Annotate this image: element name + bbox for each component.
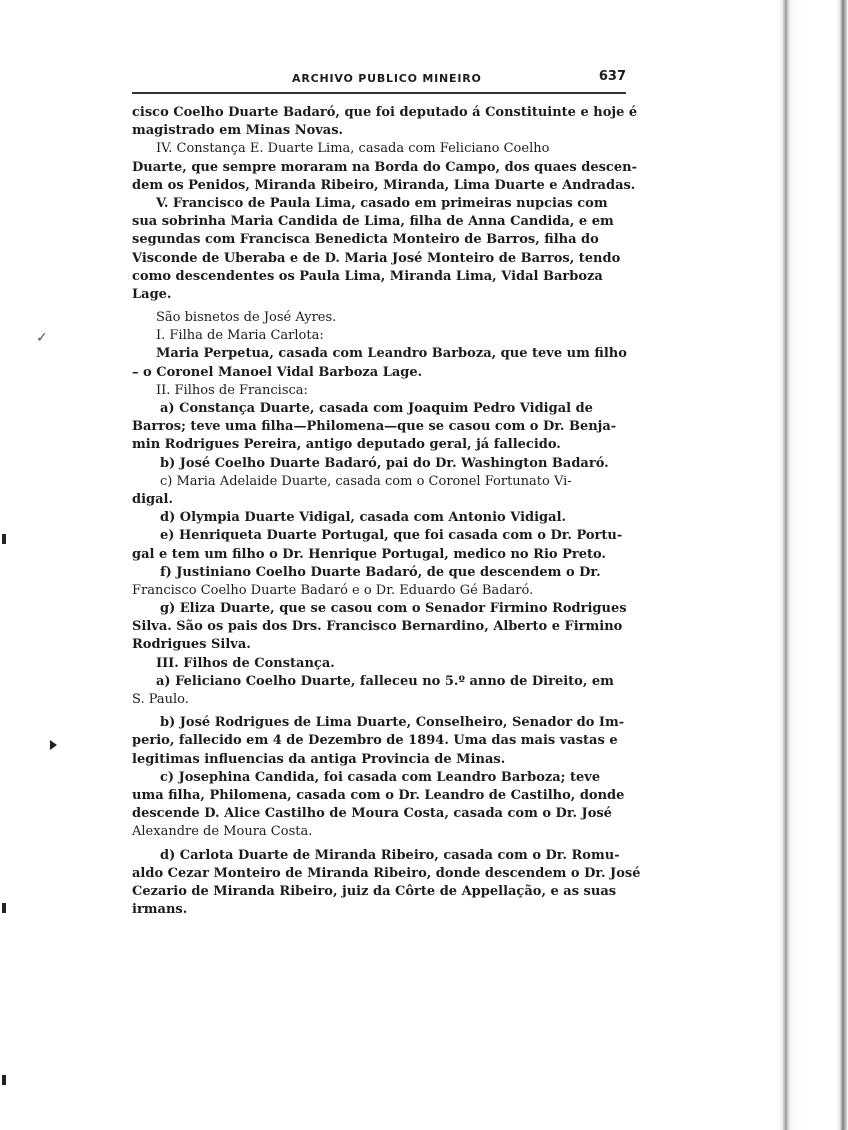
text-line: segundas com Francisca Benedicta Monteiro de Barros, filha do	[132, 232, 599, 248]
text-line: IV. Constança E. Duarte Lima, casada com Feliciano Coelho	[156, 141, 550, 157]
text-line: aldo Cezar Monteiro de Miranda Ribeiro, donde descendem o Dr. José	[132, 865, 641, 881]
text-line: Silva. São os pais dos Drs. Francisco Bernardino, Alberto e Firmino	[132, 619, 623, 635]
text-line: legitimas influencias da antiga Provincia de Minas.	[132, 751, 506, 767]
text-line: Maria Perpetua, casada com Leandro Barboza, que teve um filho	[156, 346, 627, 362]
text-line: S. Paulo.	[132, 692, 189, 707]
text-line: f) Justiniano Coelho Duarte Badaró, de que descendem o Dr.	[160, 564, 601, 580]
text-line: V. Francisco de Paula Lima, casado em primeiras nupcias com	[156, 195, 608, 211]
text-line: Rodrigues Silva.	[132, 637, 251, 653]
text-line: magistrado em Minas Novas.	[132, 123, 344, 139]
text-line: digal.	[132, 491, 174, 507]
text-line: São bisnetos de José Ayres.	[156, 310, 337, 326]
margin-arrow-icon	[50, 740, 57, 750]
page-header	[132, 64, 626, 92]
text-line: como descendentes os Paula Lima, Miranda Lima, Vidal Barboza	[132, 268, 603, 284]
text-line: c) Maria Adelaide Duarte, casada com o Coronel Fortunato Vi-	[160, 473, 572, 489]
text-line: uma filha, Philomena, casada com o Dr. Leandro de Castilho, donde	[132, 787, 625, 803]
text-line: sua sobrinha Maria Candida de Lima, filha de Anna Candida, e em	[132, 214, 614, 230]
text-line: e) Henriqueta Duarte Portugal, que foi casada com o Dr. Portu-	[160, 528, 623, 544]
text-line: Alexandre de Moura Costa.	[132, 824, 313, 840]
text-line: g) Eliza Duarte, que se casou com o Senador Firmino Rodrigues	[160, 601, 627, 617]
body-text	[132, 104, 641, 919]
text-line: descende D. Alice Castilho de Moura Costa, casada com o Dr. José	[132, 806, 612, 822]
margin-mark	[2, 1075, 6, 1085]
text-line: b) José Coelho Duarte Badaró, pai do Dr. Washington Badaró.	[160, 455, 609, 471]
book-spine-shadow	[776, 0, 848, 1130]
text-line: perio, fallecido em 4 de Dezembro de 1894. Uma das mais vastas e	[132, 733, 618, 749]
text-line: a) Feliciano Coelho Duarte, falleceu no 5.º anno de Direito, em	[156, 673, 614, 689]
text-line: c) Josephina Candida, foi casada com Leandro Barboza; teve	[160, 769, 601, 785]
running-head: ARCHIVO PUBLICO MINEIRO	[292, 72, 482, 85]
text-line: III. Filhos de Constança.	[156, 655, 335, 671]
text-line: Barros; teve uma filha—Philomena—que se casou com o Dr. Benja-	[132, 419, 617, 435]
text-line: Francisco Coelho Duarte Badaró e o Dr. Eduardo Gé Badaró.	[132, 582, 534, 598]
text-line: min Rodrigues Pereira, antigo deputado geral, já fallecido.	[132, 437, 561, 453]
text-line: a) Constança Duarte, casada com Joaquim Pedro Vidigal de	[160, 401, 593, 416]
text-line: II. Filhos de Francisca:	[156, 382, 308, 398]
text-line: – o Coronel Manoel Vidal Barboza Lage.	[132, 364, 423, 380]
text-line: gal e tem um filho o Dr. Henrique Portugal, medico no Rio Preto.	[132, 546, 606, 562]
text-line: I. Filha de Maria Carlota:	[156, 328, 324, 344]
text-line: cisco Coelho Duarte Badaró, que foi deputado á Constituinte e hoje é	[132, 105, 638, 120]
header-rule	[132, 92, 626, 94]
text-line: Cezario de Miranda Ribeiro, juiz da Côrte de Appellação, e as suas	[132, 883, 617, 899]
margin-mark	[2, 903, 6, 913]
text-line: Duarte, que sempre moraram na Borda do Campo, dos quaes descen-	[132, 159, 637, 175]
page-number: 637	[598, 69, 626, 84]
text-line: Visconde de Uberaba e de D. Maria José Monteiro de Barros, tendo	[132, 250, 621, 266]
text-line: Lage.	[132, 286, 172, 302]
text-line: dem os Penidos, Miranda Ribeiro, Miranda, Lima Duarte e Andradas.	[132, 177, 636, 193]
text-line: irmans.	[132, 902, 188, 918]
text-line: b) José Rodrigues de Lima Duarte, Conselheiro, Senador do Im-	[160, 715, 625, 731]
margin-mark	[2, 534, 6, 544]
text-line: d) Carlota Duarte de Miranda Ribeiro, casada com o Dr. Romu-	[160, 847, 620, 863]
pencil-tick-mark: ✓	[36, 330, 48, 346]
text-line: d) Olympia Duarte Vidigal, casada com Antonio Vidigal.	[160, 510, 567, 526]
